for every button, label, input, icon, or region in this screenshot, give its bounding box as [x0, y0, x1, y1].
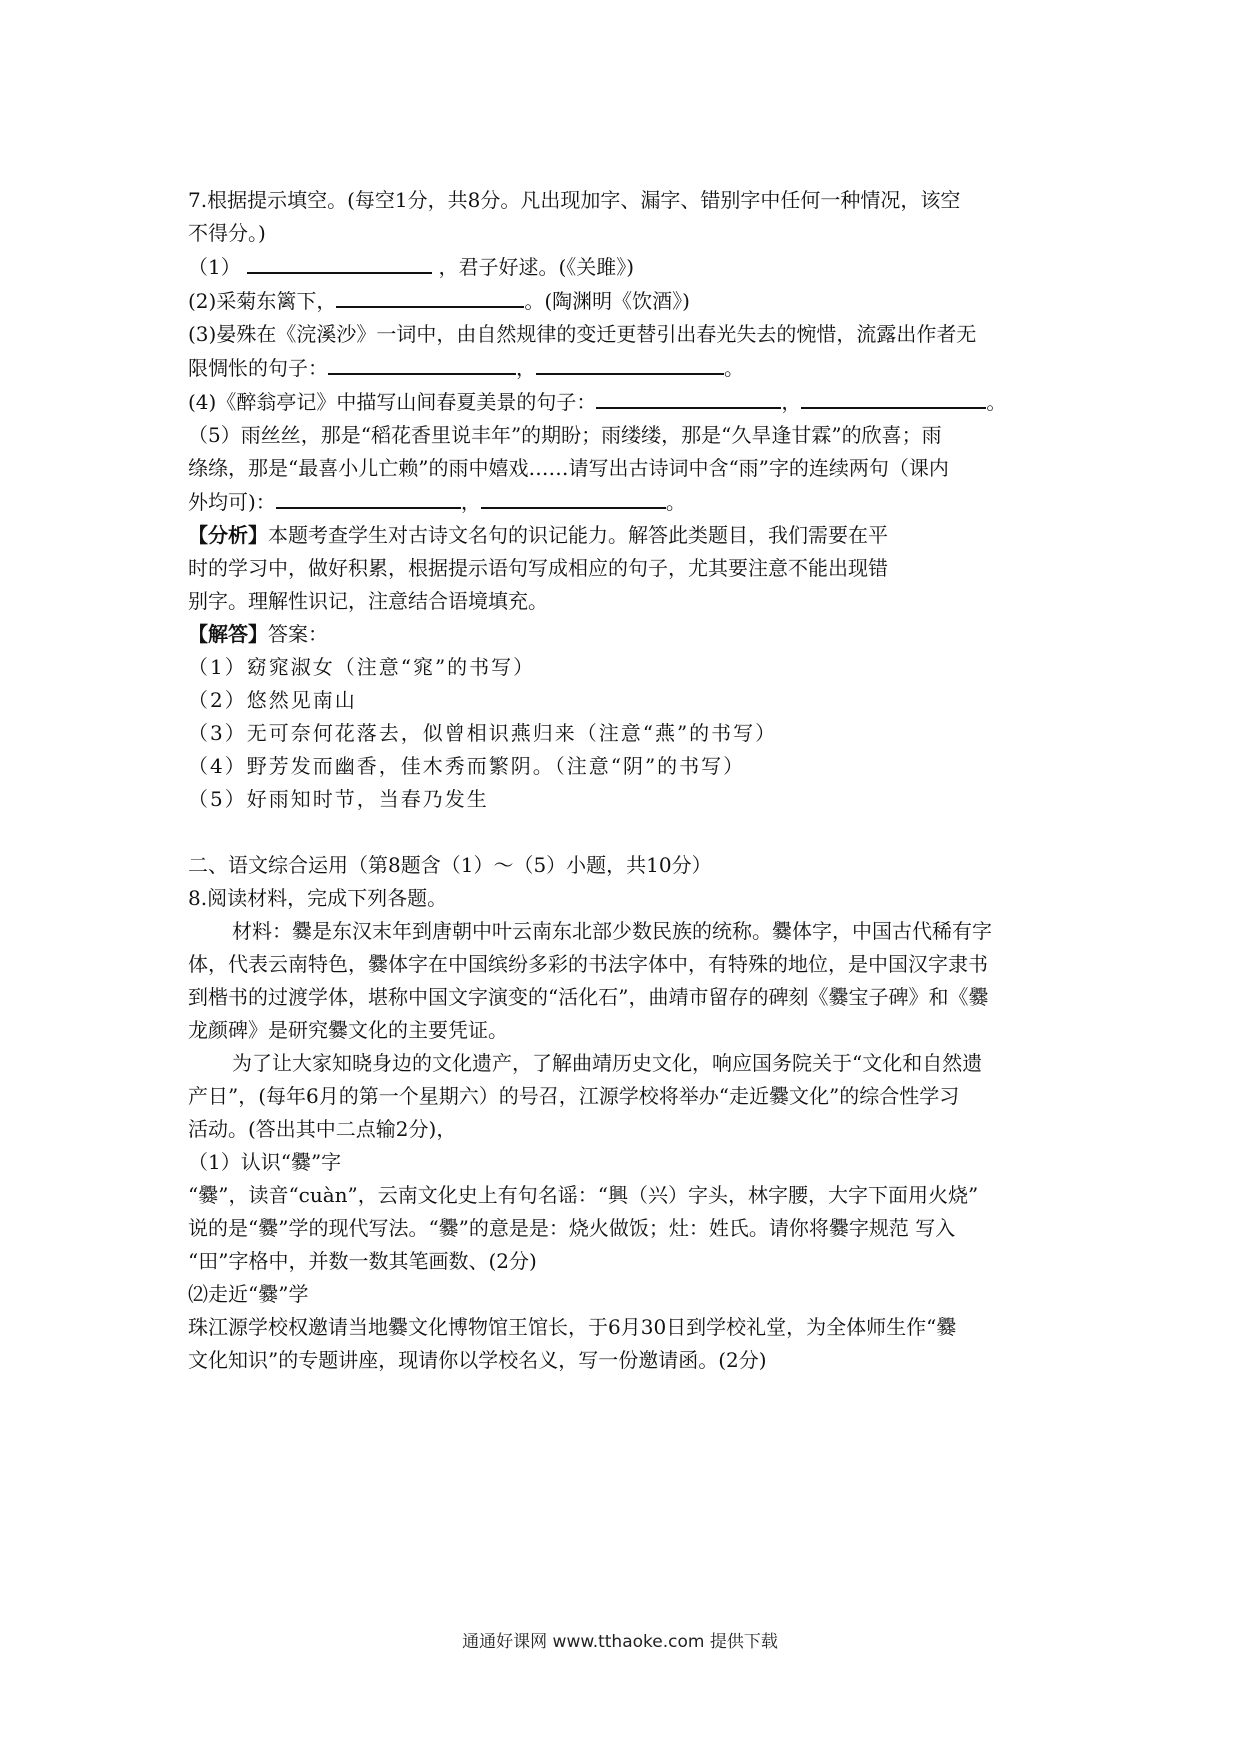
q7-sub1-prefix: （1）: [188, 255, 241, 279]
q7-sub5-prefix: 外均可)：: [188, 490, 276, 514]
q7-title-line2: 不得分。): [188, 221, 266, 245]
q7-sub1: [188, 250, 1068, 284]
q7-title-line1: 7.根据提示填空。(每空1分，共8分。凡出现加字、漏字、错别字中任何一种情况，该空: [188, 188, 961, 212]
material1-line1: 材料：爨是东汉末年到唐朝中叶云南东北部少数民族的统称。爨体字，中国古代稀有字: [232, 919, 992, 943]
q7-sub1-suffix: ，君子好逑。(《关雎》): [438, 255, 635, 279]
answer-blank[interactable]: [336, 284, 524, 308]
answer-item: （5）好雨知时节，当春乃发生: [188, 787, 489, 811]
answer-blank[interactable]: [276, 485, 461, 509]
answer-blank[interactable]: [328, 351, 516, 375]
document-body: [188, 184, 1068, 1377]
answer-item: （4）野芳发而幽香，佳木秀而繁阴。（注意“阴”的书写）: [188, 754, 746, 778]
q7-sub3-prefix: 限惆怅的句子：: [188, 356, 328, 380]
sub2-title: ⑵走近“爨”学: [188, 1282, 309, 1306]
analysis-line2: 时的学习中，做好积累，根据提示语句写成相应的句子，尤其要注意不能出现错: [188, 556, 888, 580]
period: 。: [665, 490, 686, 514]
footer-watermark: 通通好课网 www.tthaoke.com 提供下载: [462, 1632, 778, 1652]
material1-line4: 龙颜碑》是研究爨文化的主要凭证。: [188, 1018, 508, 1042]
material2-line1: 为了让大家知晓身边的文化遗产，了解曲靖历史文化，响应国务院关于“文化和自然遗: [232, 1051, 983, 1075]
comma: ，: [781, 390, 802, 414]
sub2-line1: 珠江源学校权邀请当地爨文化博物馆王馆长，于6月30日到学校礼堂，为全体师生作“爨: [188, 1315, 957, 1339]
material1-line2: 体，代表云南特色，爨体字在中国缤纷多彩的书法字体中，有特殊的地位，是中国汉字隶书: [188, 952, 988, 976]
analysis-text: 本题考查学生对古诗文名句的识记能力。解答此类题目，我们需要在平: [268, 523, 888, 547]
answer-heading: [188, 618, 1068, 651]
material1-line3: 到楷书的过渡学体，堪称中国文字演变的“活化石”，曲靖市留存的碑刻《爨宝子碑》和《爨: [188, 985, 989, 1009]
analysis-line3: 别字。理解性识记，注意结合语境填充。: [188, 589, 548, 613]
q7-sub3-line2: [188, 351, 1068, 385]
sub1-line2: 说的是“爨”学的现代写法。“爨”的意是是：烧火做饭；灶：姓氏。请你将爨字规范 写入: [188, 1216, 956, 1240]
q7-sub4-prefix: (4)《醉翁亭记》中描写山间春夏美景的句子：: [188, 390, 597, 414]
q8-title: 8.阅读材料，完成下列各题。: [188, 886, 448, 910]
answer-blank[interactable]: [481, 485, 666, 509]
q7-sub2: [188, 284, 1068, 318]
period: 。: [986, 390, 1007, 414]
answer-label: 【解答】: [188, 622, 268, 646]
sub1-line1: “爨”，读音“cuàn”，云南文化史上有句名谣：“興（兴）字头，林字腰，大字下面用火烧”: [188, 1183, 979, 1207]
q7-sub3-line1: (3)晏殊在《浣溪沙》一词中，由自然规律的变迁更替引出春光失去的惋惜，流露出作者无: [188, 322, 977, 346]
answer-blank[interactable]: [596, 385, 781, 409]
q7-sub2-suffix: 。(陶渊明《饮酒》): [524, 289, 690, 313]
q7-sub4: [188, 385, 1068, 419]
answer-text: 答案：: [268, 622, 328, 646]
answer-blank[interactable]: [247, 250, 432, 274]
sub2-line2: 文化知识”的专题讲座，现请你以学校名义，写一份邀请函。(2分): [188, 1348, 767, 1372]
comma: ，: [516, 356, 536, 380]
answer-item: （3）无可奈何花落去，似曾相识燕归来（注意“燕”的书写）: [188, 721, 778, 745]
answer-blank[interactable]: [801, 385, 986, 409]
q7-sub5-line3: [188, 485, 1068, 519]
answer-item: （1）窈窕淑女（注意“窕”的书写）: [188, 655, 536, 679]
sub1-title: （1）认识“爨”字: [188, 1150, 342, 1174]
material2-line2: 产日”，(每年6月的第一个星期六）的号召，江源学校将举办“走近爨文化”的综合性学习: [188, 1084, 960, 1108]
answer-blank[interactable]: [536, 351, 724, 375]
q7-sub5-line2: 绦绦，那是“最喜小儿亡赖”的雨中嬉戏……请写出古诗词中含“雨”字的连续两句（课内: [188, 456, 949, 480]
analysis-label: 【分析】: [188, 523, 268, 547]
period: 。: [724, 356, 744, 380]
comma: ，: [460, 490, 481, 514]
answer-item: （2）悠然见南山: [188, 688, 357, 712]
analysis-line1: [188, 519, 1068, 552]
material2-line3: 活动。(答出其中二点输2分)，: [188, 1117, 457, 1141]
part2-heading: 二、语文综合运用（第8题含（1）～（5）小题，共10分）: [188, 853, 712, 877]
q7-sub5-line1: （5）雨丝丝，那是“稻花香里说丰年”的期盼；雨缕缕，那是“久旱逢甘霖”的欣喜；雨: [188, 423, 942, 447]
sub1-line3: “田”字格中，并数一数其笔画数、(2分): [188, 1249, 537, 1273]
q7-sub2-prefix: (2)采菊东篱下，: [188, 289, 337, 313]
